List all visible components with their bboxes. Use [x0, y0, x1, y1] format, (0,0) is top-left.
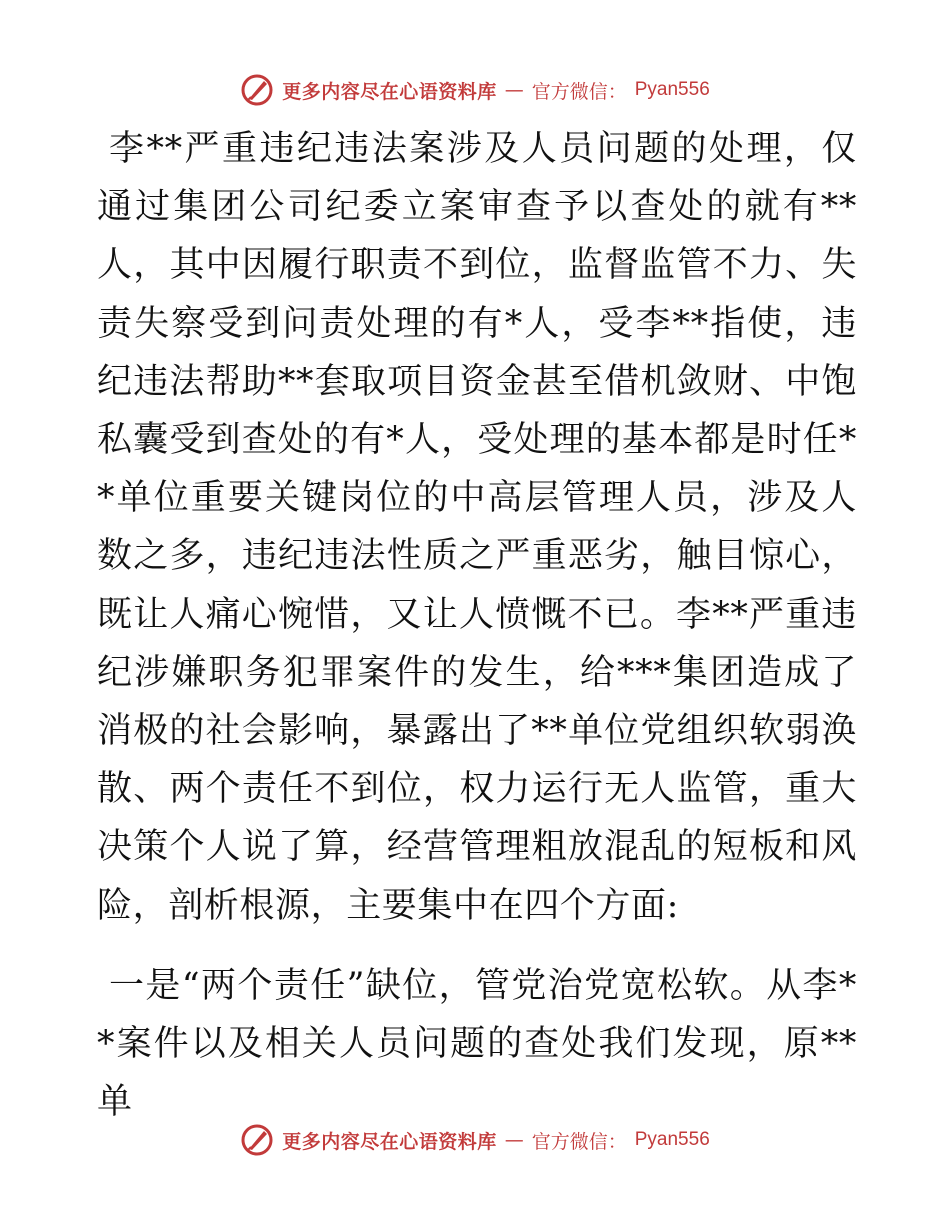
- watermark-brand: 更多内容尽在心语资料库: [282, 80, 497, 103]
- paragraph: 李**严重违纪违法案涉及人员问题的处理，仅通过集团公司纪委立案审查予以查处的就有**人，其中因履行职责不到位，监督监管不力、失责失察受到问责处理的有*人，受李**指使，违纪违法帮助**套取项目资金甚至借机敛财、中饱私囊受到查处的有*人，受处理的基本都是时任**单位重要关键岗位的中高层管理人员，涉及人数之多，违纪违法性质之严重恶劣，触目惊心，既让人痛心惋惜，又让人愤慨不已。李**严重违纪涉嫌职务犯罪案件的发生，给***集团造成了消极的社会影响，暴露出了**单位党组织软弱涣散、两个责任不到位，权力运行无人监管，重大决策个人说了算，经营管理粗放混乱的短板和风险，剖析根源，主要集中在四个方面:: [97, 129, 857, 926]
- watermark-brand: 更多内容尽在心语资料库: [282, 1130, 497, 1153]
- watermark-wechat-id: Pyan556: [634, 1129, 710, 1150]
- quill-logo-icon: [240, 73, 274, 107]
- watermark-separator: —: [504, 79, 524, 101]
- watermark-wechat-id: Pyan556: [634, 79, 710, 100]
- watermark-header: [0, 70, 950, 110]
- watermark-footer: [0, 1120, 950, 1160]
- watermark-separator: —: [504, 1129, 524, 1151]
- paragraph: 一是“两个责任”缺位，管党治党宽松软。从李**案件以及相关人员问题的查处我们发现，原**单: [97, 965, 857, 1123]
- document-body: [97, 120, 857, 1131]
- quill-logo-icon: [240, 1123, 274, 1157]
- watermark-label: 官方微信：: [531, 1130, 627, 1153]
- watermark-label: 官方微信：: [531, 80, 627, 103]
